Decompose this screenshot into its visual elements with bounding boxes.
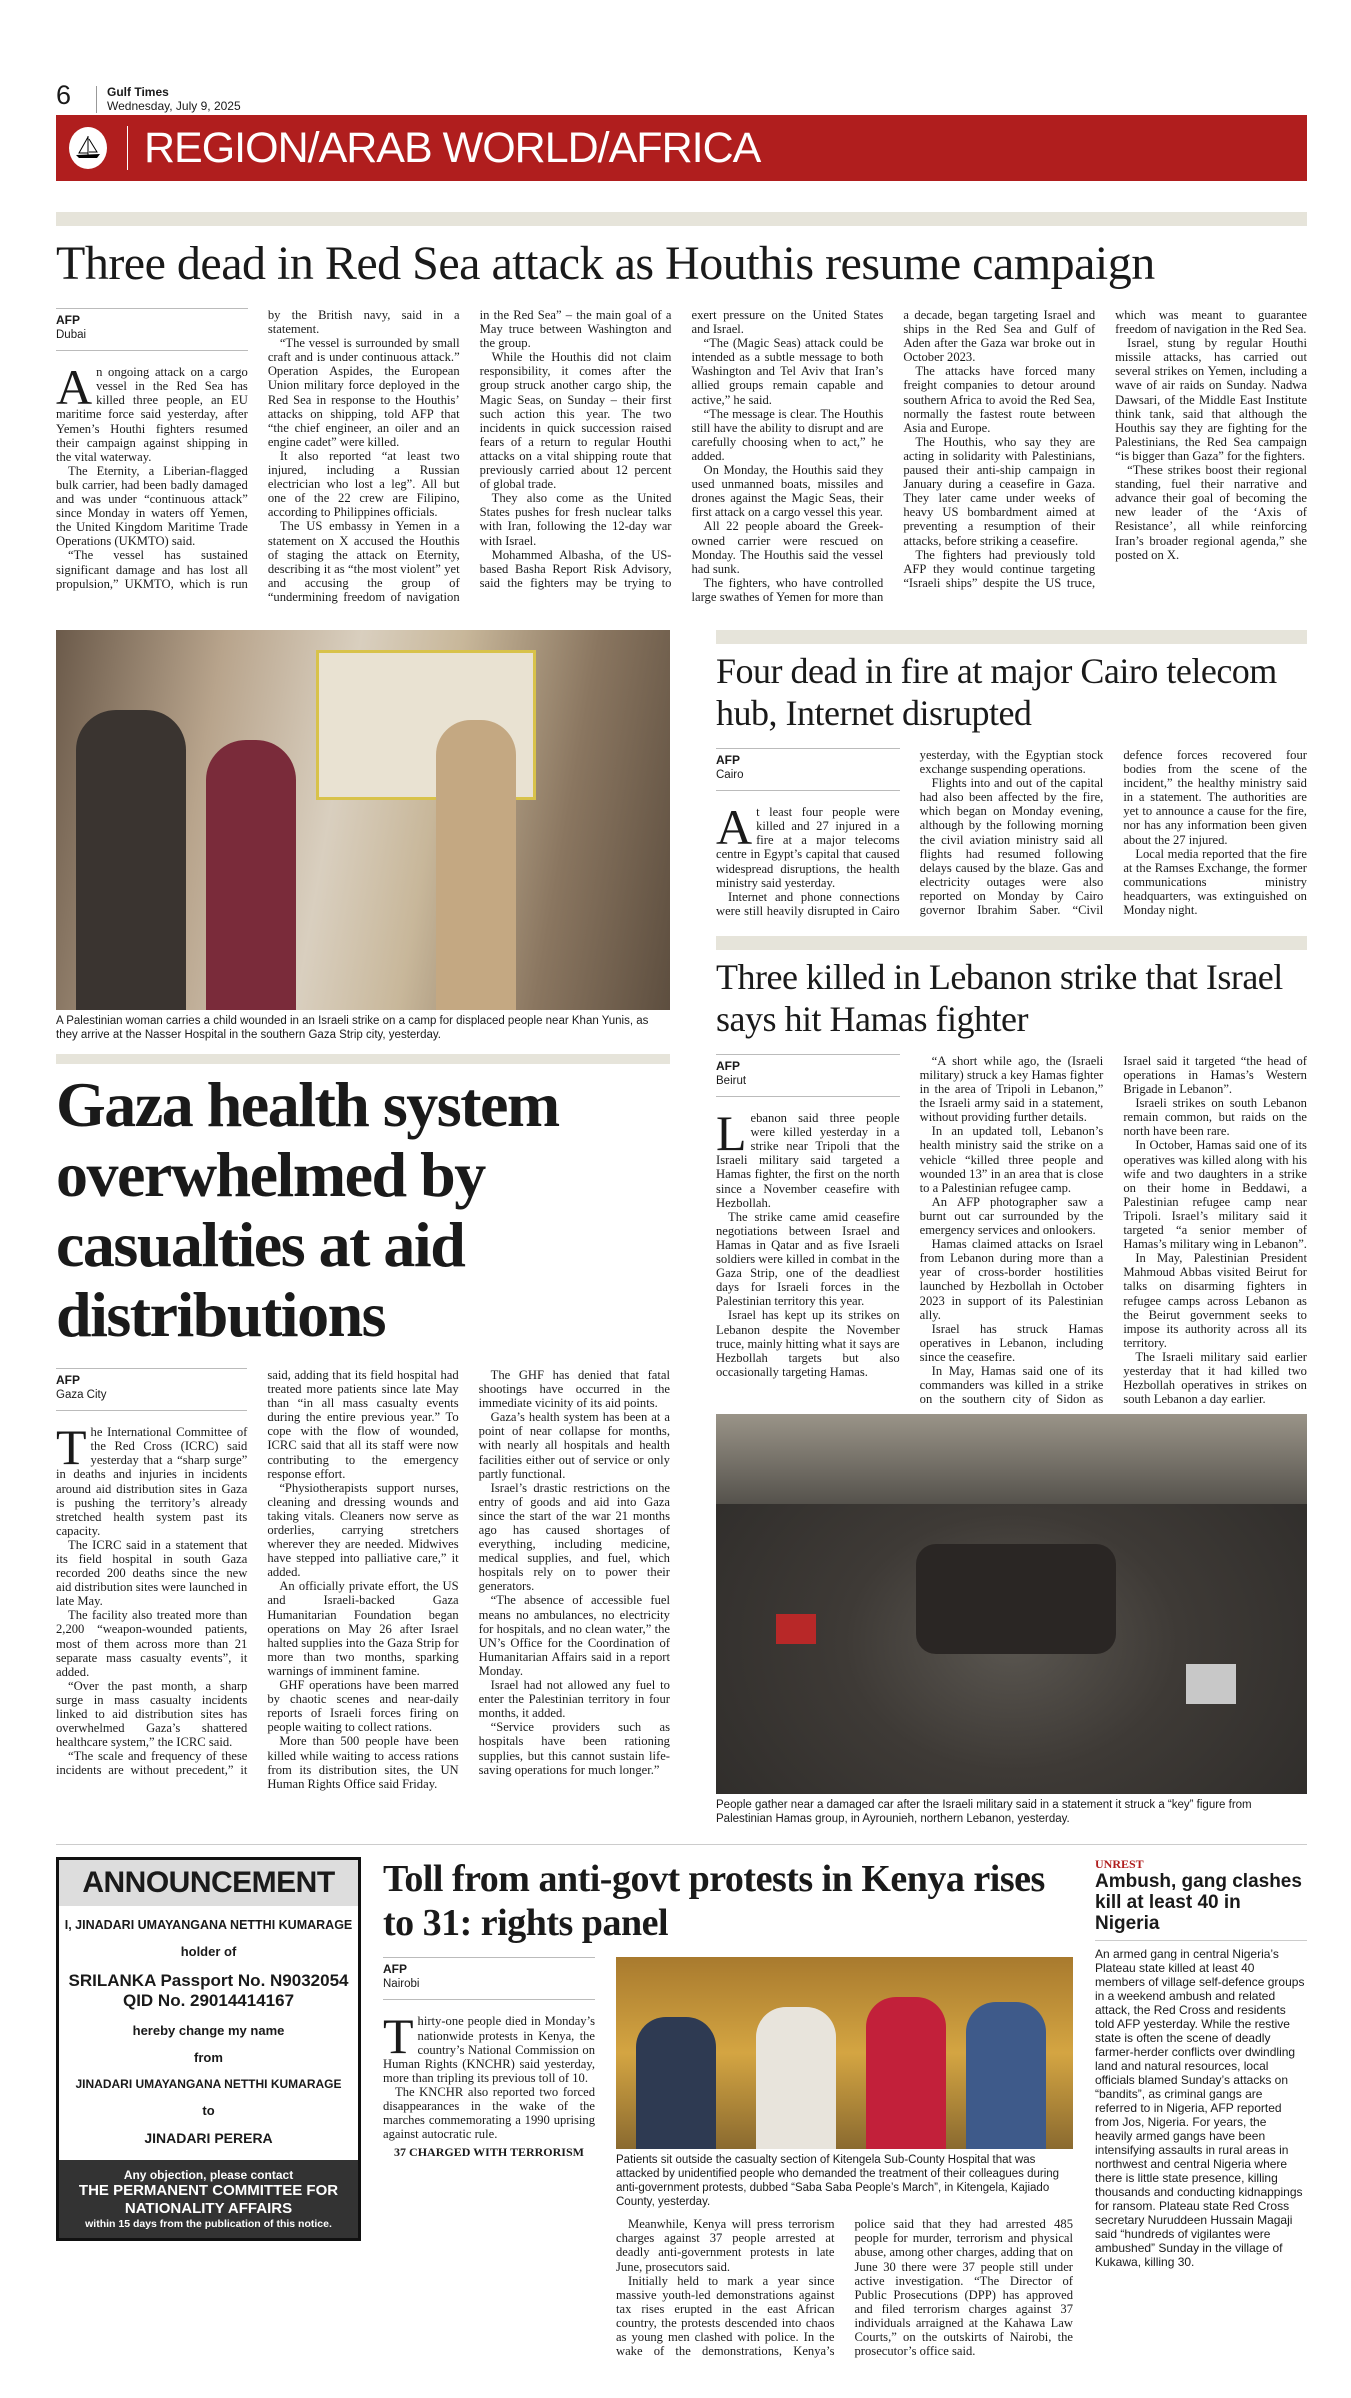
dateline: Nairobi bbox=[383, 1978, 420, 1991]
person-shape bbox=[206, 740, 296, 1010]
paragraph: The attacks have forced many freight companies to detour around southern Africa to avoid the Red Sea, normally the fastest route between Asia and Europe. bbox=[903, 364, 1096, 435]
dhow-logo-icon bbox=[69, 127, 107, 169]
divider bbox=[56, 212, 1307, 226]
paragraph: “The scale and frequency of these incidents are without precedent,” it said, adding that its field hospital had treated more patients since late May than “in all mass casualty events during the entire previous year.” To cope with the flow of wounded, ICRC said that all its staff were now contributing to the emergency response effort. bbox=[56, 1367, 459, 1778]
paragraph: The US embassy in Yemen in a statement on X accused the Houthis of staging the attack on Eternity, describing it as “the most violent” yet and accusing the group of “undermining freedom of navigation in the Red Sea” – the main goal of a May truce between Washington and the group. bbox=[267, 308, 672, 604]
paragraph: All 22 people aboard the Greek-owned carrier were rescued on Monday. The Houthis said the vessel had sunk. bbox=[691, 519, 884, 576]
headline-red-sea: Three dead in Red Sea attack as Houthis resume campaign bbox=[56, 237, 1155, 290]
paragraph: In October, Hamas said one of its operatives was killed along with his wife and two daughters in a strike on their home in Beddawi, a Palestinian refugee camp near Tripoli. Israel’s military said it targeted “a senior member of Hamas’s military wing in Lebanon”. bbox=[1123, 1138, 1307, 1252]
page-number: 6 bbox=[56, 80, 72, 110]
paragraph: At least four people were killed and 27 injured in a fire at a major telecoms centre in Egypt’s capital that caused widespread disruptions, the health ministry said yesterday. bbox=[716, 799, 900, 890]
paragraph: Gaza’s health system has been at a point of near collapse for months, with nearly all hospitals and health facilities either out of service or only partly functional. bbox=[478, 1410, 670, 1481]
byline bbox=[716, 1054, 900, 1097]
paragraph: “The vessel is surrounded by small craft and is under continuous attack.” Operation Aspides, the European Union military force deployed in the Red Sea in response to the Houthis’ attacks on shipping, told AFP that “the chief engineer, an oiler and an engine cadet” were killed. bbox=[267, 336, 460, 449]
headline-kenya: Toll from anti-govt protests in Kenya rises to 31: rights panel bbox=[383, 1858, 1045, 1945]
announcement-footer bbox=[59, 2160, 358, 2238]
paragraph: Israeli strikes on south Lebanon remain common, but raids on the north have been rare. bbox=[1123, 1096, 1307, 1139]
new-name: JINADARI PERERA bbox=[144, 2130, 273, 2147]
paragraph: An ongoing attack on a cargo vessel in the Red Sea has killed three people, an EU maritime force said yesterday, after Yemen’s Houthi fighters resumed their campaign against shipping in the vital waterway. bbox=[56, 359, 248, 464]
byline bbox=[56, 1368, 247, 1411]
footer-line: THE PERMANENT COMMITTEE FOR NATIONALITY AFFAIRS bbox=[78, 2182, 339, 2218]
paragraph: The strike came amid ceasefire negotiations between Israel and Hamas in Qatar and as five Israeli soldiers were killed in combat in the Gaza Strip, one of the deadliest days for Israeli forces in the Palestinian territory this year. bbox=[716, 1209, 900, 1309]
agency: AFP bbox=[56, 1372, 80, 1387]
paragraph: “The message is clear. The Houthis still have the ability to disrupt and are carefully choosing when to act,” he added. bbox=[691, 406, 884, 463]
person-shape bbox=[756, 2007, 836, 2149]
paragraph: Meanwhile, Kenya will press terrorism charges against 37 people arrested at deadly anti-government protests in late June, prosecutors said. bbox=[616, 2217, 835, 2274]
footer-line: Any objection, please contact bbox=[123, 2168, 294, 2183]
paragraph: Initially held to mark a year since massive youth-led demonstrations against tax rises erupted in the east African country, the protests descended into chaos as young men clashed with police. In the wake of the demonstrations, Kenya’s police said that they had arrested 485 people for murder, terrorism and physical abuse, among other charges, adding that on June 30 there were 37 people still under active investigation. “The Director of Public Prosecutions (DPP) has approved and filed terrorism charges against 37 individuals arraigned at the Kahawa Law Courts,” on the outskirts of Nairobi, the prosecutor’s office said. bbox=[616, 2217, 1073, 2359]
paragraph: The fighters, who have controlled large swathes of Yemen for more than a decade, began targeting Israel and ships in the Red Sea and Gulf of Aden after the Gaza war broke out in October 2023. bbox=[691, 308, 1096, 604]
right-column bbox=[716, 630, 1307, 1826]
announcement-line: I, JINADARI UMAYANGANA NETTHI KUMARAGE bbox=[64, 1918, 353, 1933]
passport-number: SRILANKA Passport No. N9032054 bbox=[68, 1971, 349, 1991]
divider bbox=[716, 936, 1307, 950]
paragraph: “The vessel has sustained significant damage and has lost all propulsion,” UKMTO, which is run by the British navy, said in a statement. bbox=[56, 308, 460, 591]
dateline: Dubai bbox=[56, 329, 87, 342]
paragraph: Israel, stung by regular Houthi missile attacks, has carried out several strikes on Yemen, including a wave of air raids on Sunday. Nadwa Dawsari, of the Middle East Institute think tank, said that although the Houthis say they are fighting for the Palestinians, the Red Sea campaign “is bigger than Gaza” for the fighters. bbox=[1115, 336, 1307, 463]
kenya-photo-caption: Patients sit outside the casualty section of Kitengela Sub-County Hospital that was attacked by unidentified people who demanded the treatment of their colleagues during anti-government protests, dubbed “Saba Saba People’s March”, in Kitengela, Kajiado County, yesterday. bbox=[616, 2154, 1060, 2209]
dateline: Cairo bbox=[716, 769, 744, 782]
article-gaza bbox=[56, 1368, 670, 1791]
person-shape bbox=[76, 710, 186, 1010]
paragraph: An officially private effort, the US and Israeli-backed Gaza Humanitarian Foundation began operations on May 26 after Israel halted supplies into the Gaza Strip for more than two months, sparking warnings of imminent famine. bbox=[267, 1579, 459, 1678]
qid-number: QID No. 29014414167 bbox=[122, 1991, 295, 2011]
divider bbox=[716, 630, 1307, 644]
paragraph: Israel has kept up its strikes on Lebanon despite the November truce, mainly hitting what it says are Hezbollah targets but also occasionally targeting Hamas. bbox=[716, 1308, 900, 1379]
person-shape bbox=[436, 720, 516, 1010]
paper-name: Gulf Times bbox=[107, 85, 169, 99]
issue-date: Wednesday, July 9, 2025 bbox=[107, 99, 241, 113]
old-name: JINADARI UMAYANGANA NETTHI KUMARAGE bbox=[75, 2077, 342, 2092]
paragraph: In an updated toll, Lebanon’s health ministry said the strike on a vehicle “killed three people and wounded 13” in an area that is close to a Palestinian refugee camp. bbox=[919, 1124, 1104, 1195]
paragraph: More than 500 people have been killed while waiting to access rations from its distribution sites, the UN Human Rights Office said Friday. bbox=[267, 1734, 459, 1791]
gaza-photo-caption: A Palestinian woman carries a child wounded in an Israeli strike on a camp for displaced people near Khan Yunis, as they arrive at the Nasser Hospital in the southern Gaza Strip city, yesterday. bbox=[56, 1014, 649, 1041]
agency: AFP bbox=[716, 1058, 740, 1073]
announcement-line: from bbox=[194, 2050, 223, 2066]
kicker: UNREST bbox=[1095, 1857, 1144, 1872]
paragraph: The fighters had previously told AFP they would continue targeting “Israeli ships” despite the US truce, which was meant to guarantee freedom of navigation in the Red Sea. bbox=[903, 308, 1307, 590]
paragraph: “Physiotherapists support nurses, cleaning and dressing wounds and taking vitals. Cleaners now serve as orderlies, carrying stretchers wherever they are needed. Midwives have stepped into palliative care,” it added. bbox=[267, 1480, 459, 1580]
paragraph: On Monday, the Houthis said they used unmanned boats, missiles and drones against the Magic Seas, their first attack on a cargo vessel this year. bbox=[691, 463, 884, 520]
paragraph: Internet and phone connections were still heavily disrupted in Cairo yesterday, with the Egyptian stock exchange suspending operations. bbox=[716, 747, 1104, 918]
paragraph: The ICRC said in a statement that its field hospital in south Gaza recorded 200 deaths since the new aid distribution sites were launched in late May. bbox=[56, 1537, 248, 1609]
agency: AFP bbox=[716, 752, 740, 767]
section-banner bbox=[56, 115, 1307, 181]
paragraph: An AFP photographer saw a burnt out car surrounded by the emergency services and onlookers. bbox=[919, 1194, 1104, 1238]
headline-lebanon: Three killed in Lebanon strike that Israel says hit Hamas fighter bbox=[716, 956, 1283, 1039]
paragraph: They also come as the United States pushes for fresh nuclear talks with Iran, following the 12-day war with Israel. bbox=[479, 491, 672, 548]
bottom-section bbox=[56, 1844, 1307, 2358]
paragraph: GHF operations have been marred by chaotic scenes and near-daily reports of Israeli forces firing on people waiting to collect rations. bbox=[267, 1678, 459, 1735]
paragraph: In May, Palestinian President Mahmoud Abbas visited Beirut for talks on disarming fighters in refugee camps across Lebanon as the Beirut government seeks to impose its authority across all its territory. bbox=[1123, 1251, 1307, 1350]
building-shape bbox=[716, 1414, 1307, 1504]
person-shape bbox=[966, 2002, 1046, 2149]
article-kenya-col1 bbox=[383, 1957, 595, 2358]
subhead: 37 CHARGED WITH TERRORISM bbox=[394, 2145, 584, 2160]
nigeria-body: An armed gang in central Nigeria’s Plateau state killed at least 40 members of village self-defence groups in a weekend ambush and related attack, the Red Cross and residents told AFP yesterday. While the restive state is often the scene of deadly farmer-herder conflicts over dwindling land and natural resources, local officials blamed Sunday’s attacks on “bandits”, as criminal gangs are referred to in Nigeria, AFP reported from Jos, Nigeria. For years, the heavily armed gangs have been intensifying assaults in rural areas in northwest and central Nigeria where there is little state presence, killing thousands and conducting kidnappings for ransom. Plateau state Red Cross secretary Nuruddeen Hussain Magaji said “hundreds of vigilantes were ambushed” Sunday in the village of Kukawa, killing 30. bbox=[1095, 1947, 1305, 2270]
paragraph: “Service providers such as hospitals have been rationing supplies, but this cannot sustain life-saving operations for much longer.” bbox=[478, 1720, 670, 1777]
headline-cairo: Four dead in fire at major Cairo telecom hub, Internet disrupted bbox=[716, 650, 1277, 733]
paragraph: Mohammed Albasha, of the US-based Basha Report Risk Advisory, said the fighters may be trying to exert pressure on the United States and Israel. bbox=[479, 308, 884, 590]
person-shape bbox=[636, 2017, 716, 2149]
article-red-sea bbox=[56, 308, 1307, 604]
byline bbox=[716, 748, 900, 791]
person-shape bbox=[866, 1997, 946, 2149]
left-column bbox=[56, 630, 670, 1826]
paragraph: Israel has struck Hamas operatives in Lebanon, including since the ceasefire. bbox=[919, 1321, 1104, 1364]
announcement-line: hereby change my name bbox=[132, 2023, 285, 2039]
nigeria-brief bbox=[1095, 1857, 1307, 2358]
headline-gaza: Gaza health system overwhelmed by casualties at aid distributions bbox=[56, 1068, 559, 1350]
paragraph: Lebanon said three people were killed yesterday in a strike near Tripoli that the Israeli military said targeted a Hamas fighter, the first on the north since a November ceasefire with Hezbollah. bbox=[716, 1105, 900, 1210]
article-lebanon bbox=[716, 1054, 1307, 1406]
lebanon-photo-caption: People gather near a damaged car after the Israeli military said in a statement it struck a “key” figure from Palestinian Hamas group, in Ayrounieh, northern Lebanon, yesterday. bbox=[716, 1799, 1252, 1826]
paragraph: The facility also treated more than 2,200 “weapon-wounded patients, most of them across more than 21 separate mass casualty events”, it added. bbox=[56, 1608, 248, 1679]
announcement-line: to bbox=[202, 2103, 215, 2119]
paragraph: The Houthis, who say they are acting in solidarity with Palestinians, paused their anti-ship campaign in January during a ceasefire in Gaza. They later came under weeks of heavy US bombardment aimed at preventing a resumption of their attacks, before striking a ceasefire. bbox=[903, 434, 1096, 548]
paragraph: Local media reported that the fire at the Ramses Exchange, the former communications ministry headquarters, was extinguished on Monday night. bbox=[1123, 846, 1307, 917]
announcement-title: ANNOUNCEMENT bbox=[59, 1860, 358, 1906]
divider bbox=[56, 1054, 670, 1064]
white-shirt-shape bbox=[1186, 1664, 1236, 1704]
paragraph: The International Committee of the Red Cross (ICRC) said yesterday that a “sharp surge” in deaths and injuries in incidents around aid distribution sites in Gaza is pushing the territory’s already stretched health system past its capacity. bbox=[56, 1419, 248, 1538]
agency: AFP bbox=[383, 1962, 407, 1977]
paragraph: While the Houthis did not claim responsibility, it comes after the group struck another cargo ship, the Magic Seas, on Sunday – their first such action this year. The two incidents in quick succession raised fears of a return to regular Houthi attacks on a vital shipping route that previously carried about 12 percent of global trade. bbox=[479, 350, 672, 492]
kenya-right bbox=[616, 1957, 1073, 2358]
paragraph: “The absence of accessible fuel means no ambulances, no electricity for hospitals, and no clean water,” the UN’s Office for the Coordination of Humanitarian Affairs said in a report Monday. bbox=[478, 1593, 670, 1678]
byline bbox=[56, 308, 248, 351]
article-cairo bbox=[716, 748, 1307, 918]
red-shirt-shape bbox=[776, 1614, 816, 1644]
dateline: Beirut bbox=[716, 1075, 747, 1087]
paragraph: Hamas claimed attacks on Israel from Lebanon during more than a year of cross-border hostilities launched by Hezbollah in October 2023 in support of its Palestinian ally. bbox=[919, 1237, 1104, 1322]
paragraph: “These strikes boost their regional standing, fuel their narrative and advance their goal of becoming the new leader of the ‘Axis of Resistance’, all while reinforcing Iran’s broader regional agenda,” she posted on X. bbox=[1115, 463, 1307, 562]
name-change-announcement bbox=[56, 1857, 361, 2241]
paragraph: “A short while ago, the (Israeli military) struck a key Hamas fighter in the area of Tripoli in Lebanon,” the Israeli army said in a statement, without providing further details. bbox=[919, 1053, 1104, 1125]
article-kenya-col2 bbox=[616, 2217, 1073, 2358]
paragraph: “Over the past month, a sharp surge in mass casualty incidents linked to aid distribution sites has overwhelmed Gaza’s shattered healthcare system,” the ICRC said. bbox=[56, 1678, 248, 1750]
kenya-body bbox=[383, 1957, 1073, 2358]
paragraph: The Israeli military said earlier yesterday that it had killed two Hezbollah operatives in strikes on south Lebanon a day earlier. bbox=[1123, 1349, 1307, 1407]
divider bbox=[127, 126, 128, 170]
lebanon-crowd-photo bbox=[716, 1414, 1307, 1794]
paragraph: The KNCHR also reported two forced disappearances in the wake of the marches commemorating a 1990 uprising against autocratic rule. bbox=[383, 2084, 595, 2142]
footer-line: within 15 days from the publication of this notice. bbox=[85, 2218, 332, 2231]
paragraph: “The (Magic Seas) attack could be intended as a subtle message to both Washington and Tel Aviv that Iran’s allied groups remain capable and active,” he said. bbox=[691, 336, 884, 407]
kenya-story bbox=[383, 1857, 1073, 2358]
announcement-line: holder of bbox=[180, 1944, 237, 1960]
paragraph: Israel’s drastic restrictions on the entry of goods and aid into Gaza since the start of the war 21 months ago has caused shortages of everything, including medicine, medical supplies, and fuel, which hospitals rely on to power their generators. bbox=[478, 1480, 670, 1594]
headline-nigeria: Ambush, gang clashes kill at least 40 in Nigeria bbox=[1095, 1871, 1307, 1941]
gaza-hospital-photo bbox=[56, 630, 670, 1010]
paragraph: It also reported “at least two injured, including a Russian electrician who lost a leg”. All but one of the 22 crew are Filipino, according to Philippines officials. bbox=[267, 448, 460, 520]
middle-section bbox=[56, 630, 1307, 1826]
paragraph: Thirty-one people died in Monday’s nationwide protests in Kenya, the country’s National Commission on Human Rights (KNCHR) said yesterday, more than tripling its previous toll of 10. bbox=[383, 2008, 595, 2085]
paragraph: Flights into and out of the capital had also been affected by the fire, which began on Monday evening, although by the following morning the civil aviation ministry said all flights had resumed following delays caused by the blaze. Gas and electricity outages were also reported on Monday by Cairo governor Ibrahim Saber. “Civil defence forces recovered four bodies from the scene of the incident,” the healthy ministry said in a statement. The authorities are yet to announce a cause for the fire, nor has any information been given about the 27 injured. bbox=[919, 747, 1307, 917]
page-header bbox=[56, 80, 1307, 115]
dateline: Gaza City bbox=[56, 1389, 107, 1402]
paragraph: In May, Hamas said one of its commanders was killed in a strike on the southern city of Sidon as Israel said it targeted “the head of operations in Hamas’s Western Brigade in Lebanon”. bbox=[919, 1053, 1307, 1407]
byline bbox=[383, 1957, 595, 2000]
paragraph: Israel had not allowed any fuel to enter the Palestinian territory in four months, it added. bbox=[478, 1678, 670, 1721]
masthead bbox=[96, 86, 241, 113]
paragraph: The GHF has denied that fatal shootings have occurred in the immediate vicinity of its aid points. bbox=[478, 1367, 670, 1411]
section-title: REGION/ARAB WORLD/AFRICA bbox=[144, 123, 761, 172]
burnt-car-shape bbox=[916, 1544, 1116, 1654]
agency: AFP bbox=[56, 313, 80, 327]
paragraph: The Eternity, a Liberian-flagged bulk carrier, had been badly damaged and was under “continuous attack” since Monday in waters off Yemen, the United Kingdom Maritime Trade Operations (UKMTO) said. bbox=[56, 463, 248, 549]
kenya-hospital-photo bbox=[616, 1957, 1073, 2149]
